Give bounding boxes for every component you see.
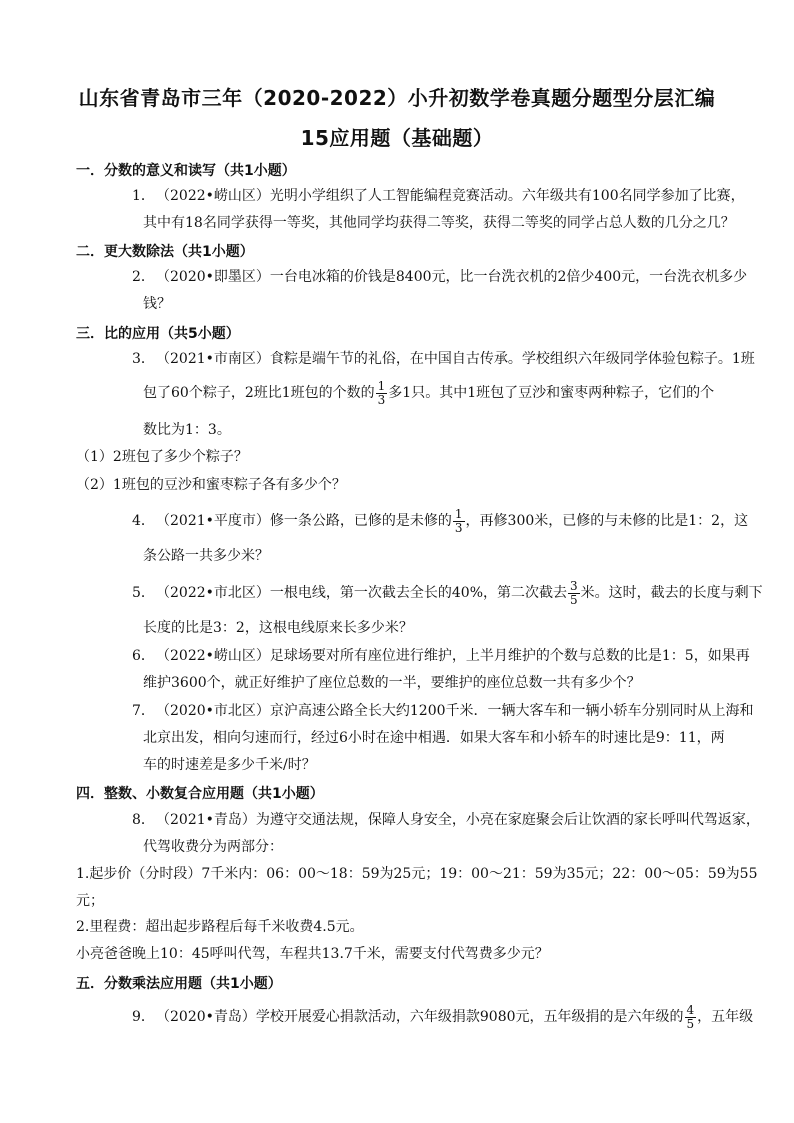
question-8-ask: 小亮爸爸晚上10：45呼叫代驾，车程共13.7千米，需要支付代驾费多少元？ (76, 946, 549, 962)
question-3-line-3: 数比为1：3。 (143, 422, 231, 438)
document-title: 山东省青岛市三年（2020-2022）小升初数学卷真题分题型分层汇编 (78, 86, 716, 110)
question-3-sub-1: （1）2班包了多少个粽子？ (76, 449, 248, 465)
question-4-line-2: 条公路一共多少米？ (143, 548, 269, 564)
section-heading-5: 五．分数乘法应用题（共1小题） (76, 976, 282, 992)
question-5-line-2: 长度的比是3：2，这根电线原来长多少米？ (143, 620, 413, 636)
question-3-sub-2: （2）1班包的豆沙和蜜枣粽子各有多少个？ (76, 477, 346, 493)
question-3-line-1: 3．（2021•市南区）食粽是端午节的礼俗，在中国自古传承。学校组织六年级同学体验包粽子。1班 (132, 351, 755, 367)
question-8-fee-2: 2.里程费：超出起步路程后每千米收费4.5元。 (76, 919, 364, 935)
question-4-number: 4． (132, 513, 155, 530)
question-8-fee-1-cont: 元； (76, 893, 104, 909)
fraction: $\frac{1}{3}$ (454, 507, 463, 535)
question-1-line-1: 1．（2022•崂山区）光明小学组织了人工智能编程竞赛活动。六年级共有100名同学参加了比赛， (132, 188, 745, 204)
question-7-line-1: 7．（2020•市北区）京沪高速公路全长大约1200千米．一辆大客车和一辆小轿车分别同时从上海和 (132, 703, 754, 719)
fraction: $\frac{3}{5}$ (570, 579, 578, 607)
question-6-line-1: 6．（2022•崂山区）足球场要对所有座位进行维护，上半月维护的个数与总数的比是1：5，如果再 (132, 648, 750, 664)
question-3-line-2: 包了60个粽子，2班比1班包的个数的 $\frac{1}{3}$ 多1只。其中1班包了豆沙和蜜枣两种粽子，它们的个 (143, 379, 715, 407)
question-2-line-2: 钱？ (143, 296, 171, 312)
question-5-number: 5． (132, 585, 155, 602)
section-heading-2: 二．更大数除法（共1小题） (76, 244, 254, 260)
section-heading-1: 一．分数的意义和读写（共1小题） (76, 163, 296, 179)
question-2-line-1: 2．（2020•即墨区）一台电冰箱的价钱是8400元，比一台洗衣机的2倍少400元，一台洗衣机多少 (132, 269, 748, 285)
question-7-line-3: 车的时速差是多少千米/时？ (143, 757, 316, 773)
question-7-number: 7． (132, 703, 155, 719)
fraction: $\frac{4}{5}$ (686, 1003, 695, 1031)
question-1-number: 1． (132, 188, 155, 204)
question-4-line-1: 4．（2021•平度市）修一条公路，已修的是未修的 $\frac{1}{3}$ ，再修300米，已修的与未修的比是1：2，这 (132, 507, 749, 535)
section-heading-4: 四．整数、小数复合应用题（共1小题） (76, 786, 324, 802)
question-9-number: 9． (132, 1009, 155, 1026)
question-9-line-1: 9．（2020•青岛）学校开展爱心捐款活动，六年级捐款9080元，五年级捐的是六年级的 $\frac{4}{5}$ ，五年级 (132, 1003, 754, 1031)
question-6-number: 6． (132, 648, 155, 664)
question-6-line-2: 维护3600个，就正好维护了座位总数的一半，要维护的座位总数一共有多少个？ (143, 675, 641, 691)
question-8-fee-1: 1.起步价（分时段）7千米内：06：00～18：59为25元；19：00～21：59为35元；22：00～05：59为55 (76, 866, 758, 882)
fraction: $\frac{1}{3}$ (377, 379, 386, 407)
question-2-number: 2． (132, 269, 155, 285)
section-heading-3: 三．比的应用（共5小题） (76, 326, 240, 342)
question-1-line-2: 其中有18名同学获得一等奖，其他同学均获得二等奖，获得二等奖的同学占总人数的几分之几？ (143, 215, 735, 231)
question-7-line-2: 北京出发，相向匀速而行，经过6小时在途中相遇．如果大客车和小轿车的时速比是9：11，两 (143, 730, 725, 746)
question-5-line-1: 5．（2022•市北区）一根电线，第一次截去全长的40%，第二次截去 $\frac{3}{5}$ 米。这时，截去的长度与剩下 (132, 579, 763, 607)
question-3-number: 3． (132, 351, 155, 367)
question-8-line-1: 8．（2021•青岛）为遵守交通法规，保障人身安全，小亮在家庭聚会后让饮酒的家长呼叫代驾返家， (132, 812, 760, 828)
document-subtitle: 15应用题（基础题） (300, 126, 494, 150)
question-8-number: 8． (132, 812, 155, 828)
question-8-line-2: 代驾收费分为两部分： (143, 839, 283, 855)
